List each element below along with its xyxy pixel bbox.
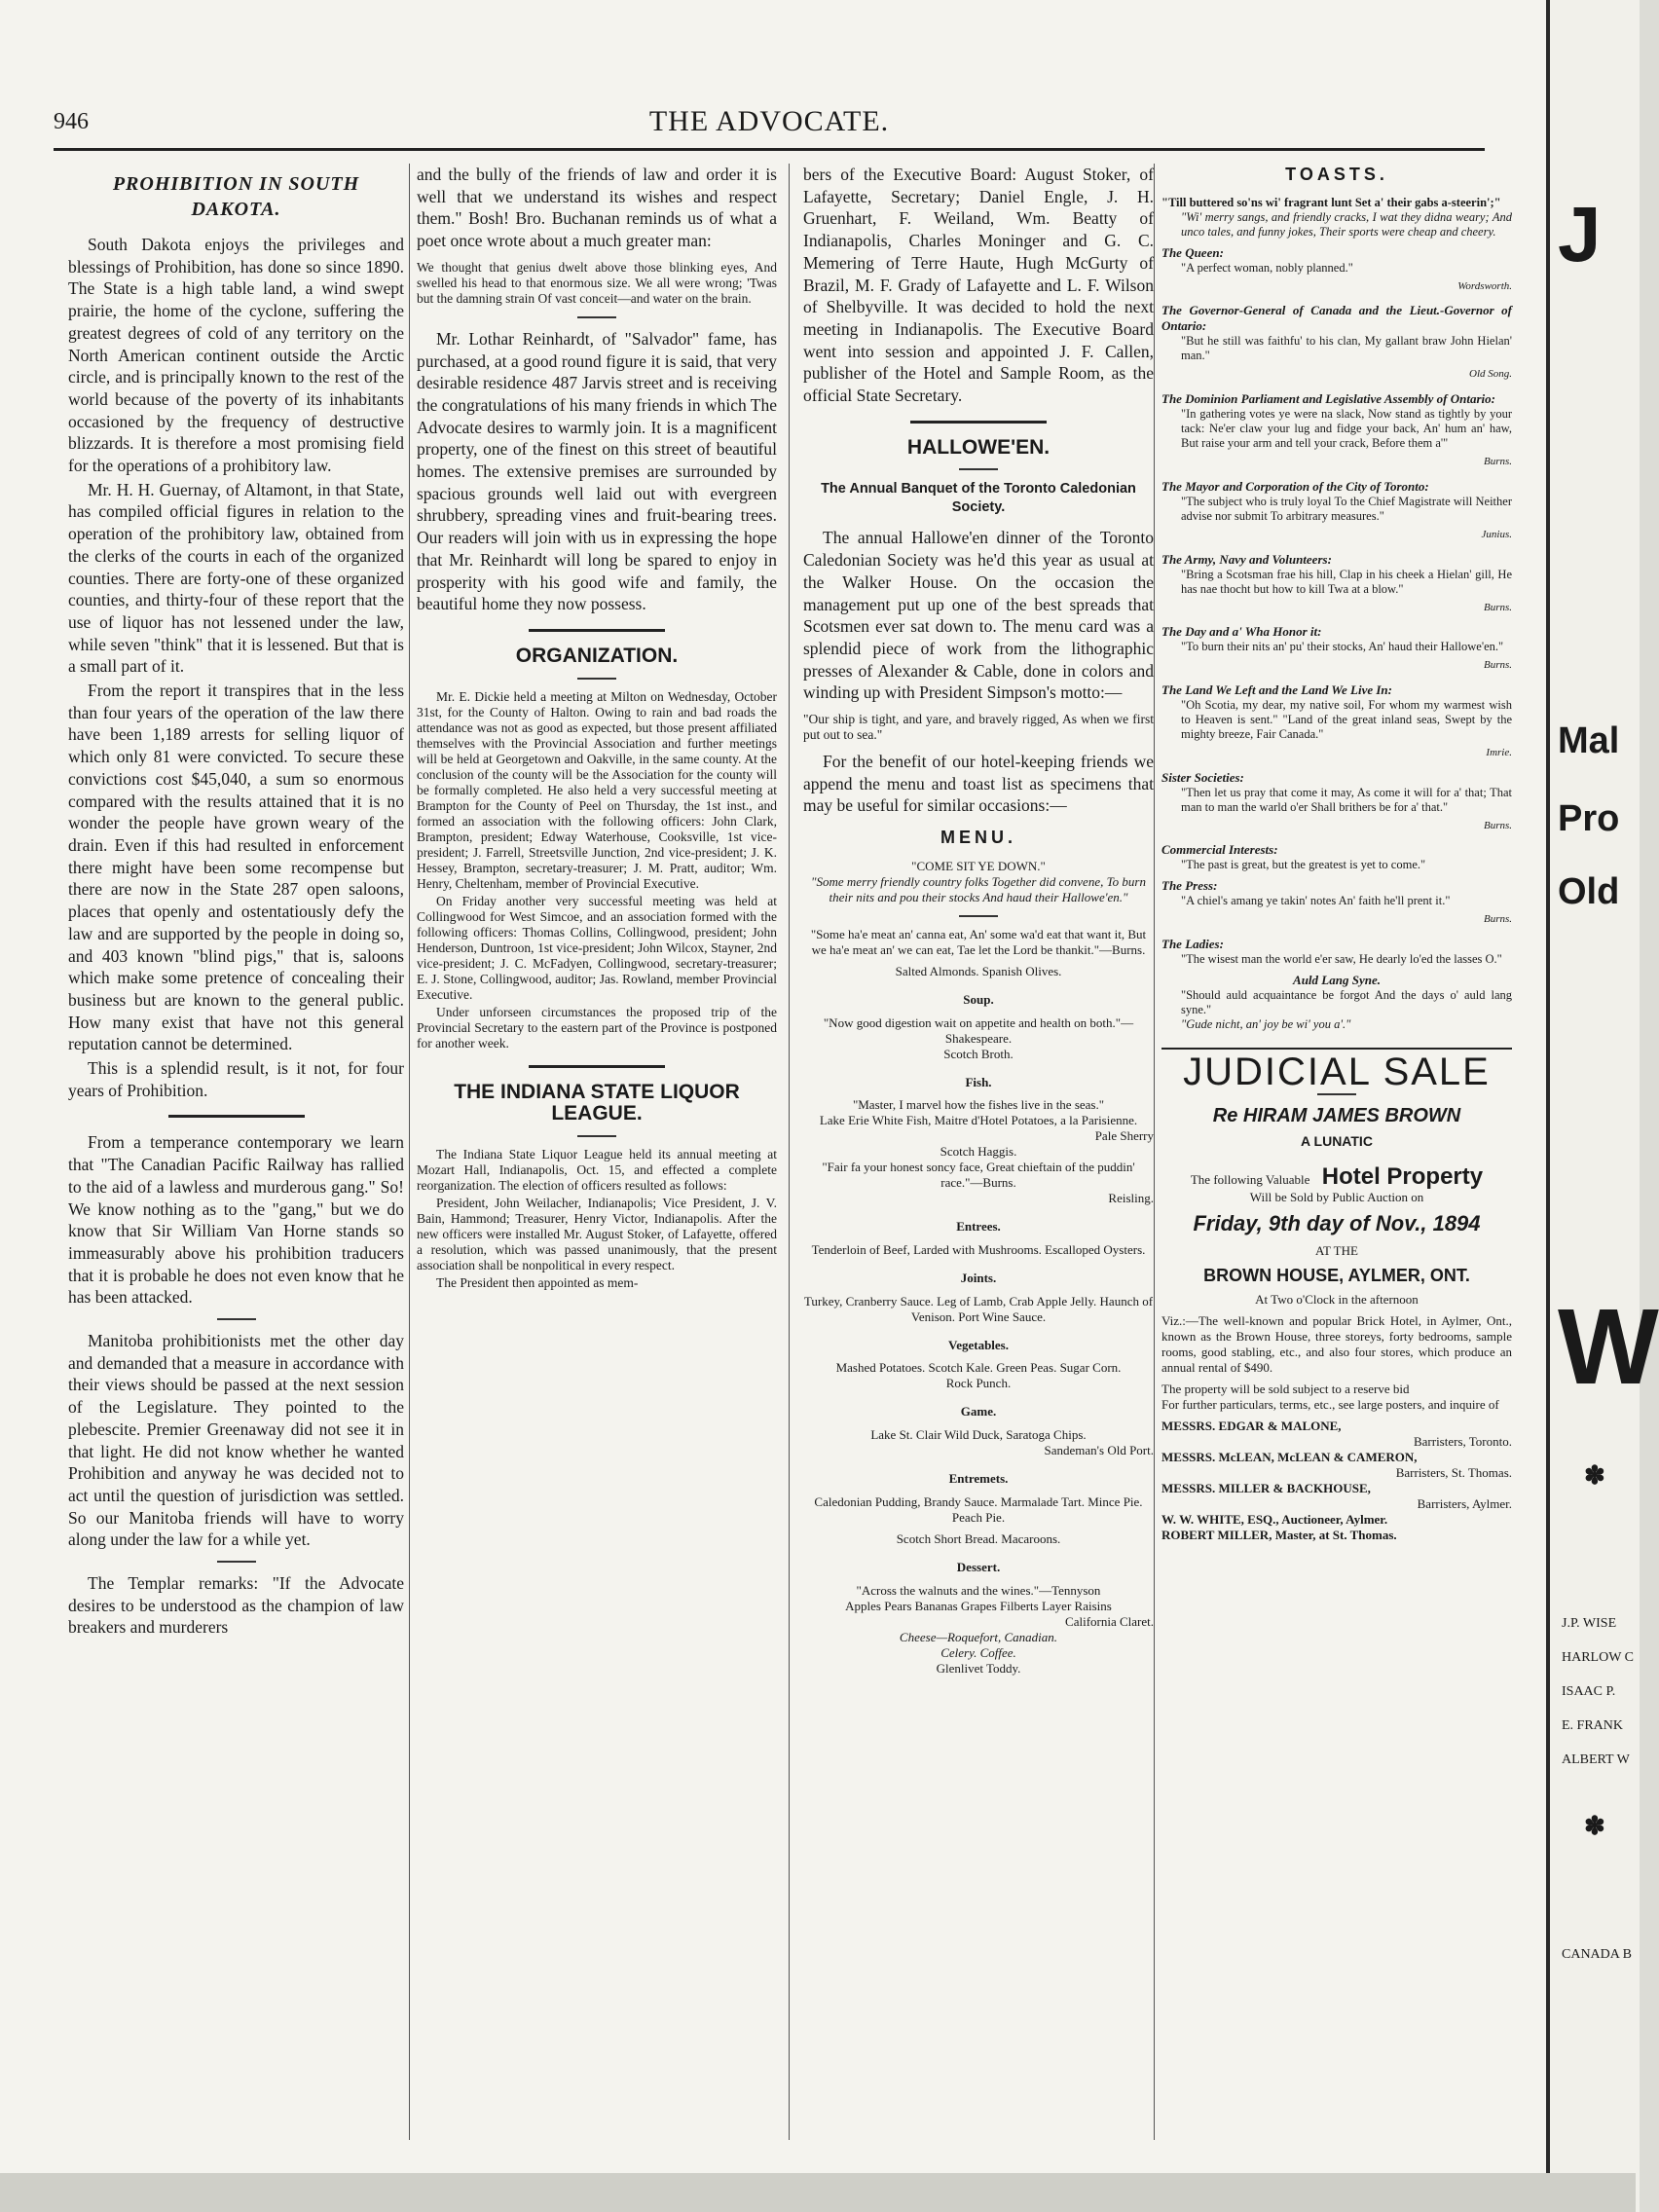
strip-name: E. FRANK [1562,1718,1624,1733]
toast-verse: "Then let us pray that come it may, As come it will for a' that; That man to man the warld o'er Shall brithers be for a' that." [1181,785,1512,814]
article-paragraph: Mr. Lothar Reinhardt, of "Salvador" fame, has purchased, at a good round figure it is said, that very desirable residence 487 Jarvis street and is receiving the congratulations of his many friends in which The Advocate desires to warmly join. It is a magnificent property, one of the finest on this street of beautiful homes. The extensive premises are surrounded by spacious grounds well laid out with evergreen shrubbery, spreading vines and fruit-bearing trees. Our readers will join with us in expressing the hope that Mr. Reinhardt will long be spared to enjoy in prosperity with his good wife and family, the beautiful home they now possess. [417,328,778,614]
ad-contact: MESSRS. EDGAR & MALONE, [1161,1419,1342,1434]
toast-source: Old Song. [1469,368,1512,381]
ad-contact: MESSRS. MILLER & BACKHOUSE, [1161,1481,1371,1496]
column-3 [803,164,1154,1677]
toast-title: The Press: [1161,878,1218,894]
toast-verse: "Oh Scotia, my dear, my native soil, For whom my warmest wish to Heaven is sent." "Land of the great inland seas, Swept by the mighty breeze, Fair Canada." [1181,697,1512,741]
ad-description: Viz.:—The well-known and popular Brick Hotel, in Aylmer, Ont., known as the Brown House, three storeys, forty bedrooms, sample rooms, good stabling, etc., and also four stores, which produce an annual rental of $490. [1161,1313,1512,1376]
menu-section-heading: Entrees. [956,1219,1001,1235]
strip-text: Pro [1558,798,1620,839]
ad-time: At Two o'Clock in the afternoon [1255,1292,1419,1308]
article-paragraph: and the bully of the friends of law and order it is well that we understand its wishes and respect them." Bosh! Bro. Buchanan reminds us of what a poet once wrote about a much greater man: [417,165,777,251]
menu-item: Lake Erie White Fish, Maitre d'Hotel Potatoes, a la Parisienne. [819,1113,1138,1128]
ad-reserve: The property will be sold subject to a reserve bid [1161,1382,1410,1397]
toast-verse: "The subject who is truly loyal To the Chief Magistrate will Neither advise nor submit To arbitrary measures." [1181,494,1512,523]
article-paragraph: Mr. E. Dickie held a meeting at Milton on Wednesday, October 31st, for the County of Halton. Owing to rain and bad roads the attendance was not as good as expected, but those present affiliated themselves with the Provincial Association and further meetings will be held at Georgetown and Oakville, in the same county. At the conclusion of the county will be the Association for the county will be formally completed. He also held a very successful meeting at Brampton for the County of Peel on Thursday, the 1st inst., and formed an association with the following officers: John Clark, Brampton, president; Edway Waterhouse, Cooksville, 1st vice-president; J. Farrell, Streetsville Junction, 2nd vice-president; J. K. Hessey, Brampton, secretary-treasurer; J. M. Pratt, auditor; Wm. Henry, Cheltenham, member of Provincial Executive. [417,688,777,891]
ad-title: JUDICIAL SALE [1183,1051,1491,1094]
toast-source: Imrie. [1486,746,1512,758]
toast-title: Sister Societies: [1161,769,1244,785]
menu-item: Celery. Coffee. [940,1644,1016,1660]
short-rule [959,468,998,470]
section-separator [529,1065,665,1068]
ornament-icon: ✽ [1584,1811,1605,1840]
article-paragraph: Mr. H. H. Guernay, of Altamont, in that State, has compiled official figures in relation to the operation of the prohibitory law, obtained from the clerks of the courts in each of the organized counties. There are forty-one of these organized counties, and thirty-four of these report that the use of liquor has not lessened under the law, while seven "think" that it is lessened. But that is a small part of it. [68,479,404,677]
toast-source: Burns. [1483,913,1512,926]
article-paragraph: For the benefit of our hotel-keeping friends we append the menu and toast list as specimens that may be useful for similar occasions:— [803,752,1154,816]
header-rule [54,148,1485,151]
ad-contact: W. W. WHITE, ESQ., Auctioneer, Aylmer. [1161,1512,1388,1528]
article-paragraph: This is a splendid result, is it not, for four years of Prohibition. [68,1058,404,1100]
ad-property-line [1161,1163,1512,1191]
ad-further: For further particulars, terms, etc., see large posters, and inquire of [1161,1397,1499,1413]
toast-verse: "Bring a Scotsman frae his hill, Clap in his cheek a Hielan' gill, He has nae thocht but how to kill Twa at a blow." [1181,567,1512,596]
toast-title: The Queen: [1161,244,1224,260]
menu-item: Glenlivet Toddy. [936,1660,1021,1676]
article-paragraph: The Templar remarks: "If the Advocate desires to be understood as the champion of law breakers and murderers [68,1573,404,1638]
menu-item: Reisling. [1108,1191,1154,1206]
menu-item: Caledonian Pudding, Brandy Sauce. Marmalade Tart. Mince Pie. Peach Pie. [814,1493,1143,1525]
menu-item: Apples Pears Bananas Grapes Filberts Layer Raisins [845,1598,1112,1613]
ad-lunatic: A LUNATIC [1301,1133,1373,1150]
ad-contact: MESSRS. McLEAN, McLEAN & CAMERON, [1161,1450,1418,1465]
menu-section-heading: Entremets. [948,1471,1009,1487]
ad-place: BROWN HOUSE, AYLMER, ONT. [1203,1265,1470,1285]
article-paragraph: The President then appointed as mem- [436,1275,639,1291]
adjacent-page-strip [1546,0,1659,2212]
short-rule [577,1135,616,1137]
toast-verse: "The past is great, but the greatest is yet to come." [1181,858,1426,872]
column-divider [1154,164,1155,2140]
toast-verse: "But he still was faithfu' to his clan, My gallant braw John Hielan' man." [1181,334,1512,363]
strip-name: CANADA B [1562,1947,1632,1962]
short-rule [577,678,616,680]
menu-section-heading: Dessert. [956,1559,1001,1574]
strip-text: Old [1558,871,1620,912]
strip-name: J.P. WISE [1562,1616,1617,1631]
menu-item: "COME SIT YE DOWN." [911,858,1046,873]
ad-contact-location: Barristers, Aylmer. [1417,1496,1512,1512]
headline-prohibition: PROHIBITION IN SOUTH DAKOTA. [112,173,360,220]
ad-re: Re HIRAM JAMES BROWN [1212,1104,1461,1126]
menu-item: Cheese—Roquefort, Canadian. [899,1629,1058,1644]
motto-quote: "Our ship is tight, and yare, and bravely rigged, As when we first put out to sea." [803,712,1154,743]
menu-item: Scotch Short Bread. Macaroons. [896,1530,1061,1546]
article-paragraph: From the report it transpires that in the less than four years of the operation of the law there have been 1,189 arrests for selling liquor of which only 81 were convicted. To secure these convictions cost $45,040, a sum so enormous compared with the results attained that it is no wonder the people have grown weary of the drain. Even if this had resulted in enforcement there might have been some recompense but there are now in the State 287 open saloons, places that openly and ostentatiously defy the law and are supported by the people in doing so, and 403 known "blind pigs," that is, saloons which make some pretence of concealing their business but are known to the general public. How many exist that have not this general reputation cannot be determined. [68,681,404,1054]
menu-quote: "Now good digestion wait on appetite and health on both."—Shakespeare. [823,1014,1134,1046]
masthead-title: THE ADVOCATE. [648,105,890,137]
toast-title: The Land We Left and the Land We Live In: [1161,682,1392,697]
column-divider [789,164,790,2140]
toast-verse: "Gude nicht, an' joy be wi' you a'." [1181,1017,1351,1032]
toast-source: Burns. [1483,819,1512,831]
toast-title: Commercial Interests: [1161,842,1278,858]
short-rule [577,316,616,318]
toast-title: The Army, Navy and Volunteers: [1161,551,1332,567]
column-1 [68,164,404,1641]
toast-source: Burns. [1483,456,1512,468]
short-rule [1317,1093,1356,1095]
headline-indiana: THE INDIANA STATE LIQUOR LEAGUE. [454,1080,740,1125]
toast-source: Junius. [1481,528,1512,540]
toast-title: The Dominion Parliament and Legislative Assembly of Ontario: [1161,391,1495,407]
toast-title: The Governor-General of Canada and the Lieut.-Governor of Ontario: [1161,303,1512,334]
section-separator [168,1115,305,1118]
ad-at: AT THE [1315,1242,1358,1258]
article-paragraph: Manitoba prohibitionists met the other day and demanded that a measure in accordance with their views should be passed at the next session of the Legislature. They pointed to the plebescite. Premier Greenaway did not see it in that light. He did not know whether he wanted Prohibition and anyway he was decided not to act until the question of jurisdiction was settled. So our Manitoba friends will have to worry along under the law for a while yet. [68,1331,404,1550]
ad-date: Friday, 9th day of Nov., 1894 [1193,1210,1481,1235]
article-paragraph: President, John Weilacher, Indianapolis; Vice President, J. V. Bain, Hammond; Treasurer, Henry Victor, Indianapolis. After the new officers were installed Mr. August Stoker, of Lafayette, offered a resolution, which was passed unanimously, that the present association shall be nonpolitical in every respect. [417,1196,777,1273]
menu-quote: "Some merry friendly country folks Together did convene, To burn their nits and pou their stocks And haud their Hallowe'en." [811,873,1146,904]
column-divider [409,164,410,2140]
article-paragraph: On Friday another very successful meeting was held at Collingwood for West Simcoe, and an association formed with the following officers: Thomas Collins, Collingwood, president; John Henderson, Duntroon, 1st vice-president; John Wilcox, Stayner, 2nd vice-president; J. C. McFadyen, Collingwood, secretary-treasurer; E. J. Stone, Collingwood, auditor; Jas. Rowland, member Provincial Executive. [417,893,777,1002]
toast-source: Wordsworth. [1457,279,1512,292]
toast-title: The Mayor and Corporation of the City of Toronto: [1161,478,1429,494]
ad-hotel-property: Hotel Property [1321,1163,1484,1191]
menu-quote: "Fair fa your honest soncy face, Great chieftain of the puddin' race."—Burns. [822,1160,1135,1191]
short-rule [217,1561,256,1563]
menu-item: Turkey, Cranberry Sauce. Leg of Lamb, Crab Apple Jelly. Haunch of Venison. Port Wine Sauce. [803,1293,1154,1324]
section-separator [529,629,665,632]
ad-contact-location: Barristers, Toronto. [1413,1434,1512,1450]
strip-name: ISAAC P. [1562,1684,1616,1699]
headline-organization: ORGANIZATION. [515,644,679,667]
toast-verse: "The wisest man the world e'er saw, He dearly lo'ed the lasses O." [1181,952,1502,967]
menu-item: Scotch Broth. [943,1046,1014,1061]
menu-quote: "Some ha'e meat an' canna eat, An' some wa'd eat that want it, But we ha'e meat an' we can eat, Tae let the Lord be thankit."—Burns. [810,926,1147,957]
column-2 [417,164,777,1293]
headline-halloween: HALLOWE'EN. [906,435,1051,459]
ad-following: The following Valuable [1190,1172,1310,1188]
toast-verse: "To burn their nits an' pu' their stocks, An' haud their Hallowe'en." [1181,640,1504,654]
short-rule [959,915,998,917]
menu-item: California Claret. [1065,1613,1154,1629]
menu-item: Pale Sherry [1094,1128,1154,1144]
menu-section-heading: Joints. [960,1270,997,1285]
subheadline: The Annual Banquet of the Toronto Caledonian Society. [821,481,1136,516]
toast-intro: "Till buttered so'ns wi' fragrant lunt Set a' their gabs a-steerin';" [1161,195,1501,209]
menu-section-heading: Fish. [965,1074,992,1089]
toast-verse: "In gathering votes ye were na slack, Now stand as tightly by your tack: Ne'er claw your lug and fidge your back, An' hum an' haw, But raise your arm and tell your crack, Before them a'" [1181,407,1512,451]
toast-title: Auld Lang Syne. [1293,973,1381,988]
menu-item: Salted Almonds. Spanish Olives. [895,963,1062,978]
page-edge-shadow [0,2173,1636,2212]
toast-title: The Day and a' Wha Honor it: [1161,624,1322,640]
strip-name: ALBERT W [1562,1752,1630,1767]
column-4 [1161,164,1512,1543]
article-paragraph: South Dakota enjoys the privileges and blessings of Prohibition, has done so since 1890. The State is a high table land, a wind swept prairie, the home of the cyclone, suffering the greatest degrees of cold of any territory on the North American continent outside the Arctic circle, and is principally known to the rest of the world because of the poverty of its inhabitants occasioned by the frequency of destructive blizzards. It is therefore a most promising field for the operations of a prohibitory law. [68,235,404,476]
article-paragraph: The annual Hallowe'en dinner of the Toronto Caledonian Society was he'd this year as usual at the Walker House. On the occasion the management put up one of the best spreads that Scotsmen ever sat down to. The menu card was a splendid piece of work from the lithographic presses of Alexander & Cable, done in colors and winding up with President Simpson's motto:— [803,528,1154,703]
page-number: 946 [54,109,89,134]
ornament-icon: ✽ [1584,1460,1605,1490]
short-rule [217,1318,256,1320]
article-paragraph: Under unforseen circumstances the proposed trip of the Provincial Secretary to the eastern part of the Province is postponed for another week. [417,1004,777,1051]
article-paragraph: bers of the Executive Board: August Stoker, of Lafayette, Secretary; Daniel Engle, J. H. Gruenhart, F. Weiland, Wm. Beatty of Indianapolis, Charles Moninger and G. C. Memering of Terre Haute, Hugh McGurty of Brazil, M. F. Grady of Lafayette and L. F. Wilson of Shelbyville. It was decided to hold the next meeting in Indianapolis. The Executive Board went into session and appointed J. F. Callen, publisher of the Hotel and Sample Room, as the official State Secretary. [803,165,1154,406]
strip-name: HARLOW C [1562,1650,1635,1665]
toast-verse: "Should auld acquaintance be forgot And the days o' auld lang syne." [1181,988,1512,1017]
toast-verse: "A chiel's amang ye takin' notes An' faith he'll prent it." [1181,894,1451,908]
menu-section-heading: Soup. [963,991,994,1007]
ad-contact-location: Barristers, St. Thomas. [1395,1465,1512,1481]
menu-quote: "Master, I marvel how the fishes live in the seas." [852,1097,1105,1113]
toast-source: Burns. [1483,601,1512,613]
menu-item: Lake St. Clair Wild Duck, Saratoga Chips. [870,1427,1087,1443]
menu-title: MENU. [940,828,1016,848]
article-paragraph: From a temperance contemporary we learn that "The Canadian Pacific Railway has rallied to the aid of a lawless and murderous gang." So! We know nothing as to the "gang," but we do know that Sir William Van Horne stands so immeasurably above his prohibition traducers that it is probable he does not even know that he has been attacked. [68,1132,404,1308]
menu-quote: "Across the walnuts and the wines."—Tennyson [856,1582,1101,1598]
toast-source: Burns. [1483,659,1512,672]
menu-item: Tenderloin of Beef, Larded with Mushrooms. Escalloped Oysters. [811,1241,1146,1257]
strip-letter: J [1558,191,1602,277]
menu-item: Scotch Haggis. [940,1144,1017,1160]
menu-item: Mashed Potatoes. Scotch Kale. Green Peas. Sugar Corn. [835,1360,1122,1376]
menu-item: Rock Punch. [945,1376,1012,1391]
strip-letter: W [1558,1287,1659,1407]
toast-verse: "Wi' merry sangs, and friendly cracks, I wat they didna weary; And unco tales, and funny jokes, Their sports were cheap and cheery. [1181,209,1512,239]
toasts-title: TOASTS. [1285,165,1388,184]
toast-title: The Ladies: [1161,937,1224,952]
menu-section-heading: Game. [960,1404,997,1419]
menu-item: Sandeman's Old Port. [1044,1443,1154,1458]
ad-sold: Will be Sold by Public Auction on [1249,1189,1424,1204]
strip-text: Mal [1558,720,1620,761]
section-separator [910,421,1047,424]
judicial-sale-ad [1161,1048,1512,1543]
article-paragraph: The Indiana State Liquor League held its annual meeting at Mozart Hall, Indianapolis, Oct. 15, and effected a complete reorganization. The election of officers resulted as follows: [417,1147,777,1194]
menu-section-heading: Vegetables. [948,1337,1009,1352]
ad-contact: ROBERT MILLER, Master, at St. Thomas. [1161,1528,1397,1543]
toast-verse: "A perfect woman, nobly planned." [1181,260,1353,275]
poem-quote: We thought that genius dwelt above those blinking eyes, And swelled his head to that enormous size. We all were wrong; 'Twas but the damning strain Of vast conceit—and water on the brain. [417,259,777,306]
page-header [54,105,1485,144]
